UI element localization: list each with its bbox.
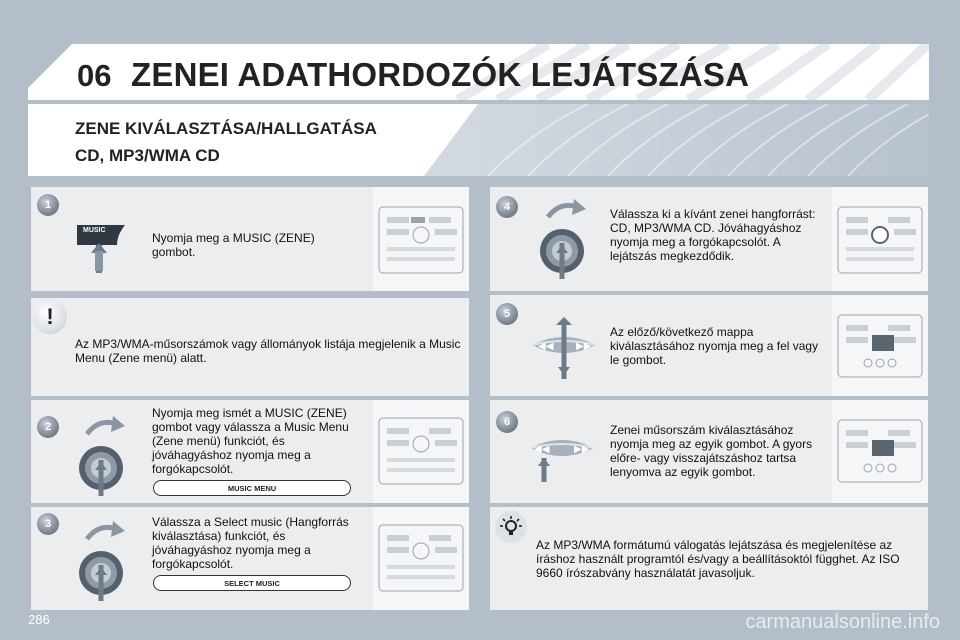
watermark: carmanualsonline.info xyxy=(745,611,940,633)
navigation-pad-icon xyxy=(526,315,602,381)
music-key-label: MUSIC xyxy=(83,227,106,234)
navigation-pad-icon xyxy=(524,418,600,484)
page-number: 286 xyxy=(28,612,50,627)
console-thumbnail xyxy=(373,400,469,503)
step-5-panel xyxy=(490,295,928,396)
tip-text: Az MP3/WMA formátumú válogatás lejátszása és megjelenítése az íráshoz használt programtól és/vagy a beállításoktól függhet. Az ISO 9660 írószabvány használatát javasoljuk. xyxy=(536,538,900,580)
warning-panel xyxy=(31,298,469,396)
console-icon xyxy=(832,295,928,396)
warning-icon: ! xyxy=(33,300,67,334)
lightbulb-icon xyxy=(494,510,528,544)
svg-text:◀◀: ◀◀ xyxy=(534,444,550,455)
step-badge-6: 6 xyxy=(496,411,518,433)
page-title: ZENEI ADATHORDOZÓK LEJÁTSZÁSA xyxy=(131,56,750,93)
console-icon xyxy=(832,187,928,291)
console-icon xyxy=(373,507,469,610)
section-subtitle: CD, MP3/WMA CD xyxy=(75,146,220,165)
step-2-text: Nyomja meg ismét a MUSIC (ZENE) gombot vagy válassza a Music Menu (Zene menü) funkciót, és jóváhagyáshoz nyomja meg a forgókapcsolót. xyxy=(152,406,349,476)
svg-text:◀◀: ◀◀ xyxy=(538,341,554,352)
console-icon xyxy=(832,400,928,503)
step-6-text: Zenei műsorszám kiválasztásához nyomja meg az egyik gombot. A gyors előre- vagy visszajátszáshoz tartsa lenyomva az egyik gombot. xyxy=(610,423,813,479)
console-thumbnail xyxy=(832,400,928,503)
step-6-panel xyxy=(490,400,928,503)
console-icon xyxy=(373,400,469,503)
svg-text:▶▶: ▶▶ xyxy=(574,444,590,455)
step-4-text: Válassza ki a kívánt zenei hangforrást: CD, MP3/WMA CD. Jóváhagyáshoz nyomja meg a forgókapcsolót. A lejátszás megkezdődik. xyxy=(610,207,816,263)
step-3-panel xyxy=(31,507,469,610)
step-1-text: Nyomja meg a MUSIC (ZENE) gombot. xyxy=(152,231,315,259)
step-1-panel xyxy=(31,187,469,291)
rotary-knob-icon xyxy=(71,519,127,603)
music-menu-label: MUSIC MENU xyxy=(153,480,351,496)
step-5-text: Az előző/következő mappa kiválasztásához nyomja meg a fel vagy le gombot. xyxy=(610,325,819,367)
step-3-text: Válassza a Select music (Hangforrás kiválasztása) funkciót, és jóváhagyáshoz nyomja meg a forgókapcsolót. xyxy=(152,515,349,571)
section-title: ZENE KIVÁLASZTÁSA/HALLGATÁSA xyxy=(75,119,377,138)
warning-text: Az MP3/WMA-műsorszámok vagy állományok listája megjelenik a Music Menu (Zene menü) alatt. xyxy=(75,337,461,365)
step-badge-4: 4 xyxy=(496,196,518,218)
svg-text:▶▶: ▶▶ xyxy=(576,341,592,352)
step-badge-3: 3 xyxy=(37,513,59,535)
step-4-panel xyxy=(490,187,928,291)
console-thumbnail xyxy=(832,187,928,291)
chapter-number: 06 xyxy=(77,58,112,93)
rotary-knob-icon xyxy=(71,414,127,498)
console-icon xyxy=(373,187,469,291)
rotary-knob-icon xyxy=(532,197,588,281)
step-badge-5: 5 xyxy=(496,303,518,325)
console-thumbnail xyxy=(832,295,928,396)
select-music-label: SELECT MUSIC xyxy=(153,575,351,591)
step-badge-2: 2 xyxy=(37,416,59,438)
console-thumbnail xyxy=(373,507,469,610)
console-thumbnail xyxy=(373,187,469,291)
step-2-panel xyxy=(31,400,469,503)
step-badge-1: 1 xyxy=(37,194,59,216)
tip-panel xyxy=(490,507,928,610)
